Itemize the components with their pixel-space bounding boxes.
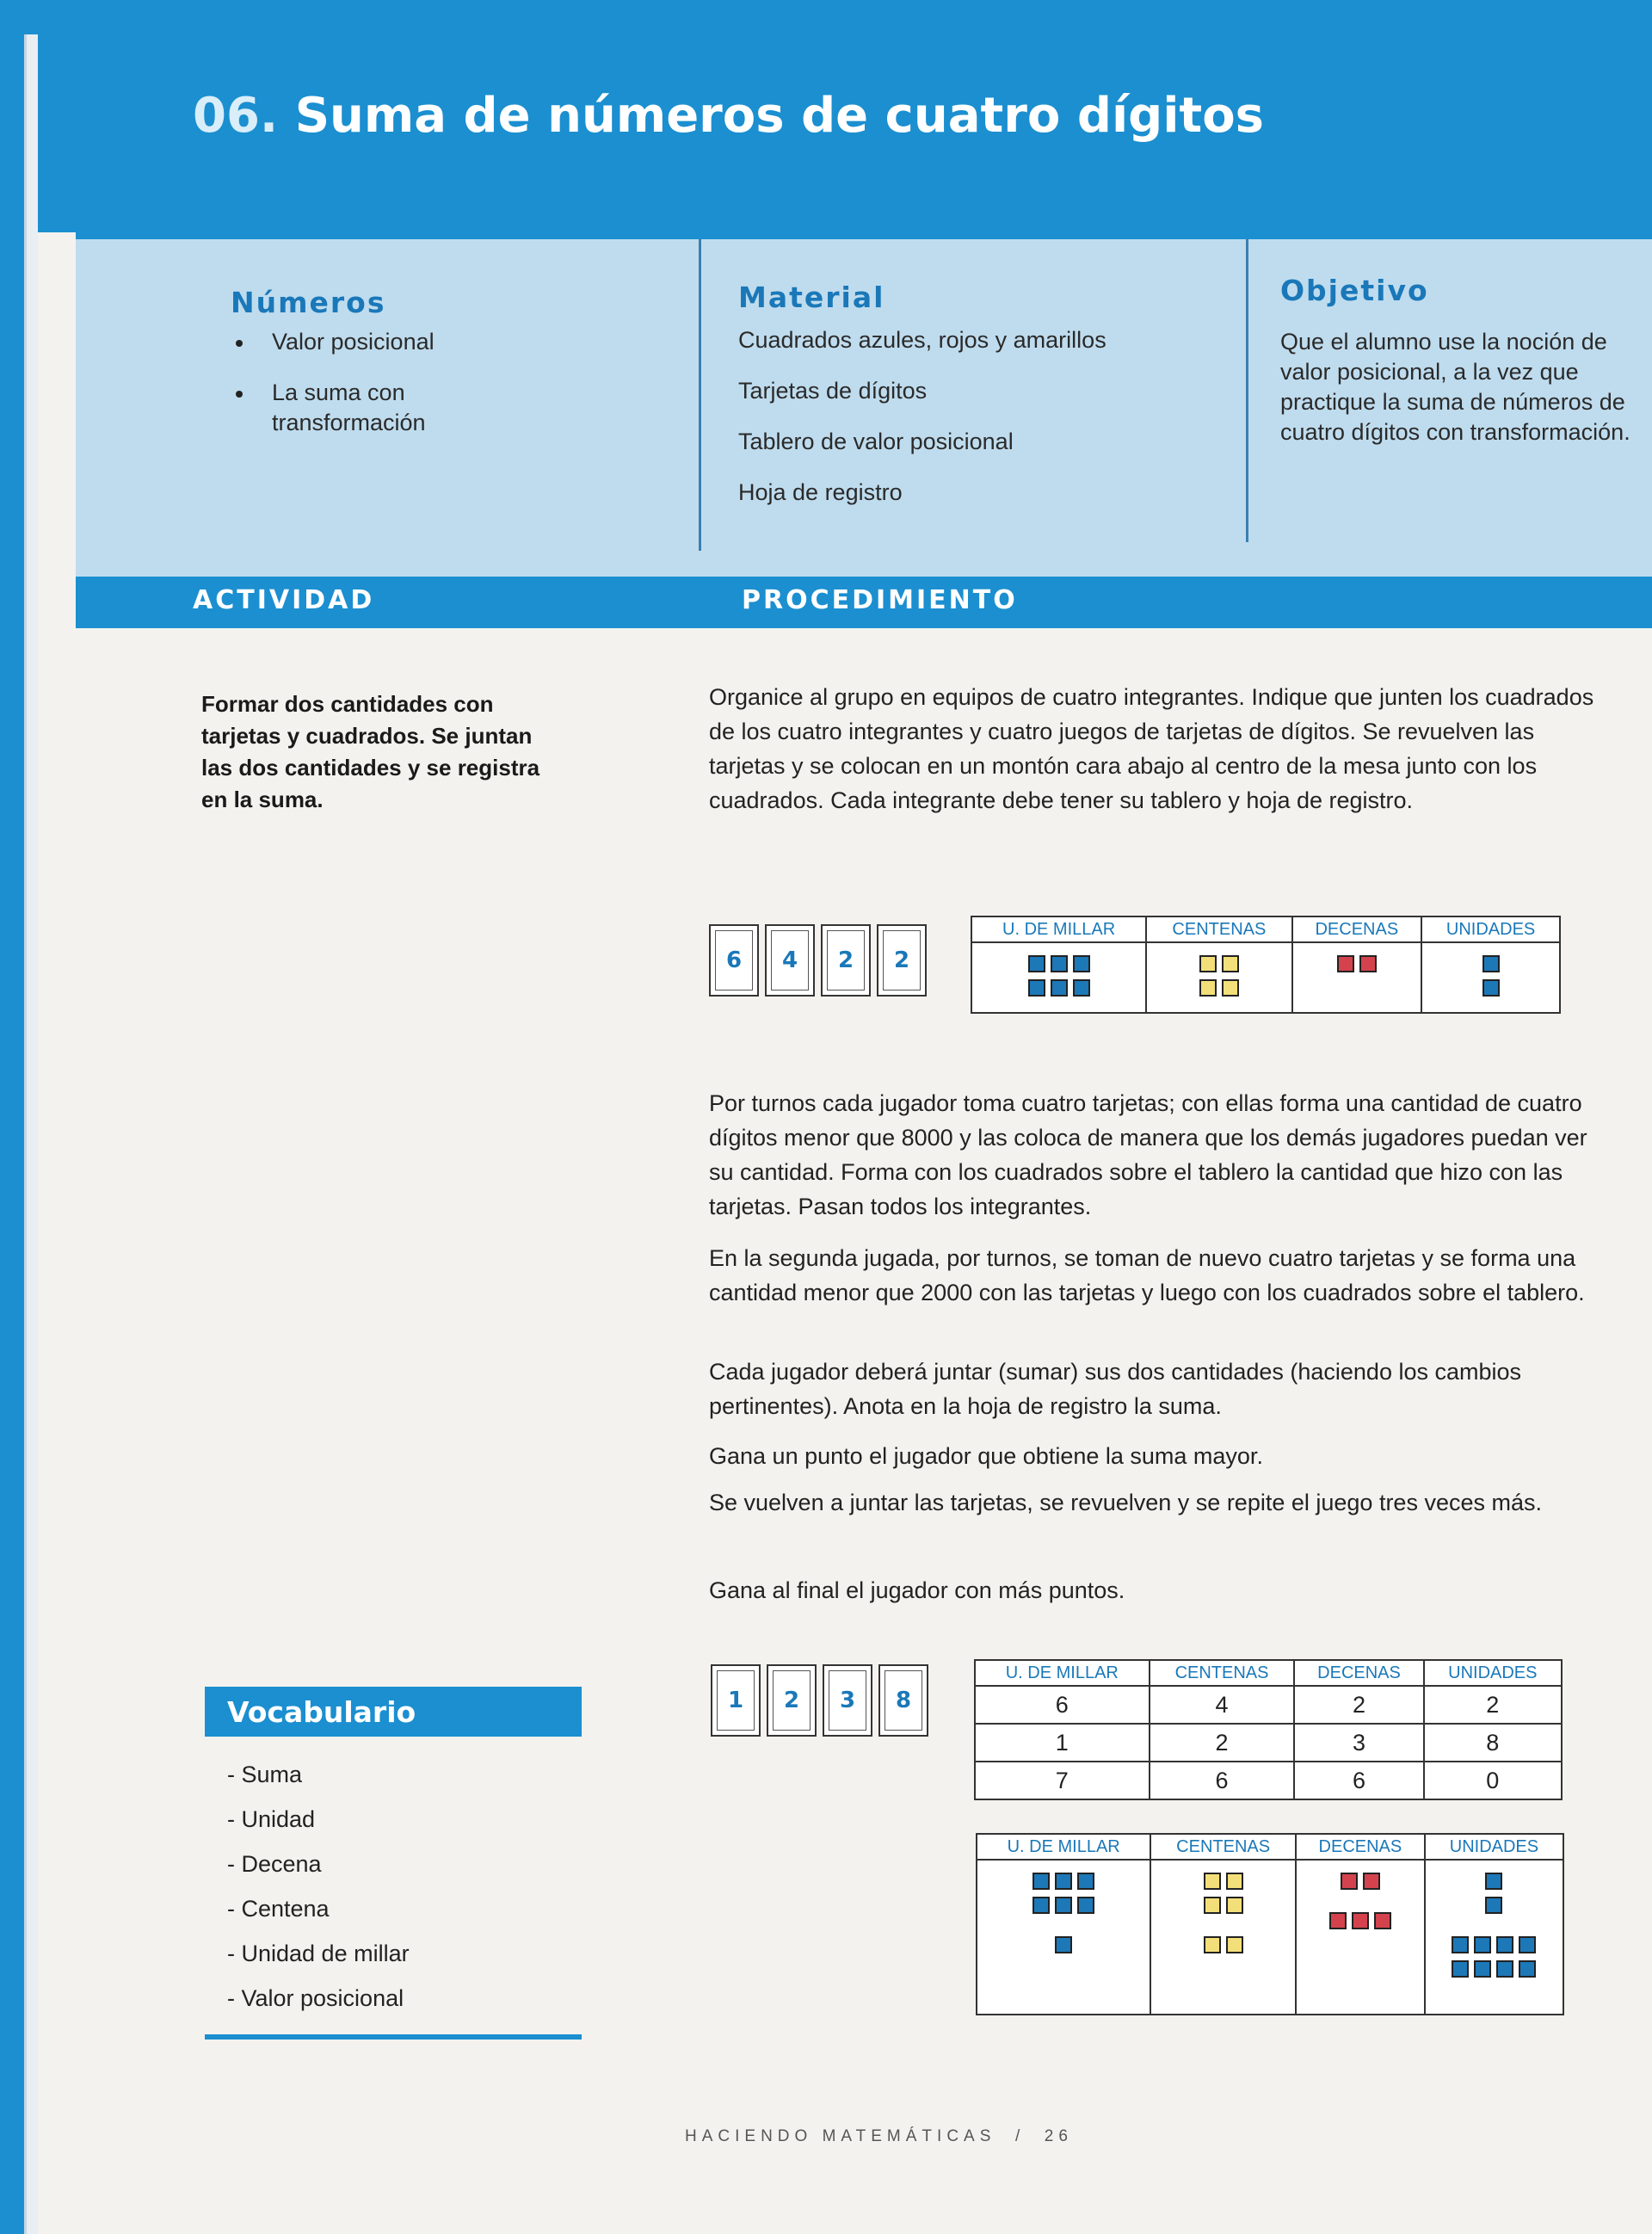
left-strip [0,0,38,2234]
header-unidades: UNIDADES [1421,916,1560,942]
page-number: 26 [1044,2127,1073,2145]
record-cell: 2 [1424,1686,1562,1724]
blue-square [1077,1897,1094,1914]
header-millar: U. DE MILLAR [971,916,1146,942]
blue-square [1032,1897,1050,1914]
record-cell-sum: 7 [975,1762,1150,1799]
blue-square [1474,1936,1491,1953]
blue-square [1519,1936,1536,1953]
record-cell: 3 [1294,1724,1423,1762]
red-square [1352,1912,1369,1929]
yellow-square [1199,979,1217,997]
record-cell: 2 [1150,1724,1295,1762]
procedure-paragraph-1: Organice al grupo en equipos de cuatro integrantes. Indique que junten los cuadrados de los cuatro integrantes y cuatro juegos de tarjetas de dígitos. Se revuelven las tarjetas y se colocan en un montón cara abajo al centro de la mesa junto con los cuadrados. Cada integrante debe tener su tablero y hoja de registro. [709,684,1594,813]
procedure-paragraph-4: Cada jugador deberá juntar (sumar) sus dos cantidades (haciendo los cambios pertinentes). Anota en la hoja de registro la suma. [709,1359,1522,1419]
material-item: Cuadrados azules, rojos y amarillos [738,327,1106,353]
blue-square [1485,1873,1502,1890]
board-cell [977,1860,1150,2015]
yellow-square [1199,955,1217,972]
blue-square [1028,955,1045,972]
title-number: 06. [193,88,279,144]
blue-square [1051,979,1068,997]
digit-cards-1 [709,924,927,997]
yellow-square [1204,1897,1221,1914]
record-table [974,1659,1563,1800]
digit-card: 1 [711,1664,761,1737]
blue-square [1482,955,1500,972]
info-box [76,232,1652,577]
digit-cards-2 [711,1664,928,1737]
red-square [1341,1873,1358,1890]
header-millar: U. DE MILLAR [975,1660,1150,1686]
blue-square [1519,1960,1536,1978]
title-text: Suma de números de cuatro dígitos [294,88,1264,144]
record-cell: 8 [1424,1724,1562,1762]
footer-text: HACIENDO MATEMÁTICAS [685,2127,996,2145]
header-band [38,52,1652,232]
red-square [1374,1912,1391,1929]
page-title [193,88,1264,144]
digit-card: 4 [765,924,815,997]
blue-square [1051,955,1068,972]
header-unidades: UNIDADES [1424,1660,1562,1686]
vocabulario-box [205,1687,582,2040]
blue-square [1474,1960,1491,1978]
numeros-heading: Números [231,286,386,319]
blue-square [1073,955,1090,972]
material-item: Hoja de registro [738,479,903,505]
yellow-square [1204,1936,1221,1953]
blue-square [1482,979,1500,997]
yellow-square [1226,1936,1243,1953]
blue-square [1055,1873,1072,1890]
digit-card: 2 [877,924,927,997]
objetivo-heading: Objetivo [1280,274,1429,307]
yellow-square [1204,1873,1221,1890]
page [38,52,1652,2234]
header-millar: U. DE MILLAR [977,1834,1150,1860]
red-square [1337,955,1354,972]
vocab-item: - Suma [227,1762,303,1787]
section-bar [76,577,1652,628]
record-cell-sum: 6 [1294,1762,1423,1799]
procedimiento-label: PROCEDIMIENTO [742,585,1018,615]
blue-square [1496,1960,1513,1978]
yellow-square [1226,1873,1243,1890]
record-cell: 4 [1150,1686,1295,1724]
record-cell: 1 [975,1724,1150,1762]
objetivo-text: Que el alumno use la noción de valor posicional, a la vez que practique la suma de números de cuatro dígitos con transformación. [1280,329,1630,445]
place-value-board-1 [971,916,1561,1014]
vocab-item: - Centena [227,1896,330,1922]
red-square [1329,1912,1347,1929]
board-cell [1296,1860,1425,2015]
procedure-paragraph-6: Se vuelven a juntar las tarjetas, se revuelven y se repite el juego tres veces más. [709,1490,1542,1515]
blue-square [1485,1897,1502,1914]
numeros-item: La suma con transformación [231,378,489,438]
board-cell [1292,942,1422,1013]
blue-square [1452,1960,1469,1978]
record-cell: 2 [1294,1686,1423,1724]
digit-card: 6 [709,924,759,997]
red-square [1363,1873,1380,1890]
header-centenas: CENTENAS [1150,1834,1296,1860]
header-decenas: DECENAS [1294,1660,1423,1686]
digit-card: 3 [823,1664,872,1737]
blue-square [1032,1873,1050,1890]
material-item: Tablero de valor posicional [738,429,1014,454]
material-item: Tarjetas de dígitos [738,378,928,404]
digit-card: 8 [878,1664,928,1737]
yellow-square [1226,1897,1243,1914]
numeros-item: Valor posicional [231,327,489,357]
procedure-paragraph-5: Gana un punto el jugador que obtiene la suma mayor. [709,1443,1263,1469]
record-cell: 6 [975,1686,1150,1724]
material-heading: Material [738,281,885,314]
place-value-board-2 [976,1833,1564,2015]
blue-square [1496,1936,1513,1953]
procedure-paragraph-7: Gana al final el jugador con más puntos. [709,1577,1125,1603]
record-cell-sum: 6 [1150,1762,1295,1799]
yellow-square [1222,979,1239,997]
vocab-item: - Unidad de millar [227,1941,410,1966]
board-cell [971,942,1146,1013]
blue-square [1077,1873,1094,1890]
digit-card: 2 [767,1664,817,1737]
board-cell [1421,942,1560,1013]
vocabulario-heading: Vocabulario [205,1687,582,1737]
board-cell [1150,1860,1296,2015]
actividad-label: ACTIVIDAD [193,585,375,615]
board-cell [1146,942,1291,1013]
header-decenas: DECENAS [1292,916,1422,942]
page-footer [685,2127,1073,2146]
vocab-item: - Valor posicional [227,1985,404,2011]
objetivo-column [1280,232,1652,577]
vocab-item: - Unidad [227,1806,316,1832]
record-cell-sum: 0 [1424,1762,1562,1799]
numeros-column [231,232,712,577]
actividad-text: Formar dos cantidades con tarjetas y cuadrados. Se juntan las dos cantidades y se registra en la suma. [201,691,540,812]
red-square [1359,955,1377,972]
footer-sep: / [1014,2127,1026,2145]
yellow-square [1222,955,1239,972]
blue-square [1073,979,1090,997]
board-cell [1425,1860,1563,2015]
header-centenas: CENTENAS [1150,1660,1295,1686]
header-centenas: CENTENAS [1146,916,1291,942]
procedure-paragraph-3: En la segunda jugada, por turnos, se toman de nuevo cuatro tarjetas y se forma una cantidad menor que 2000 con las tarjetas y luego con los cuadrados sobre el tablero. [709,1245,1585,1305]
blue-square [1028,979,1045,997]
header-unidades: UNIDADES [1425,1834,1563,1860]
blue-square [1452,1936,1469,1953]
blue-square [1055,1897,1072,1914]
vocab-item: - Decena [227,1851,322,1877]
procedure-paragraph-2: Por turnos cada jugador toma cuatro tarjetas; con ellas forma una cantidad de cuatro dígitos menor que 8000 y las coloca de manera que los demás jugadores puedan ver su cantidad. Forma con los cuadrados sobre el tablero la cantidad que hizo con las tarjetas. Pasan todos los integrantes. [709,1090,1587,1219]
header-decenas: DECENAS [1296,1834,1425,1860]
digit-card: 2 [821,924,871,997]
material-column [738,232,1254,577]
blue-square [1055,1936,1072,1953]
